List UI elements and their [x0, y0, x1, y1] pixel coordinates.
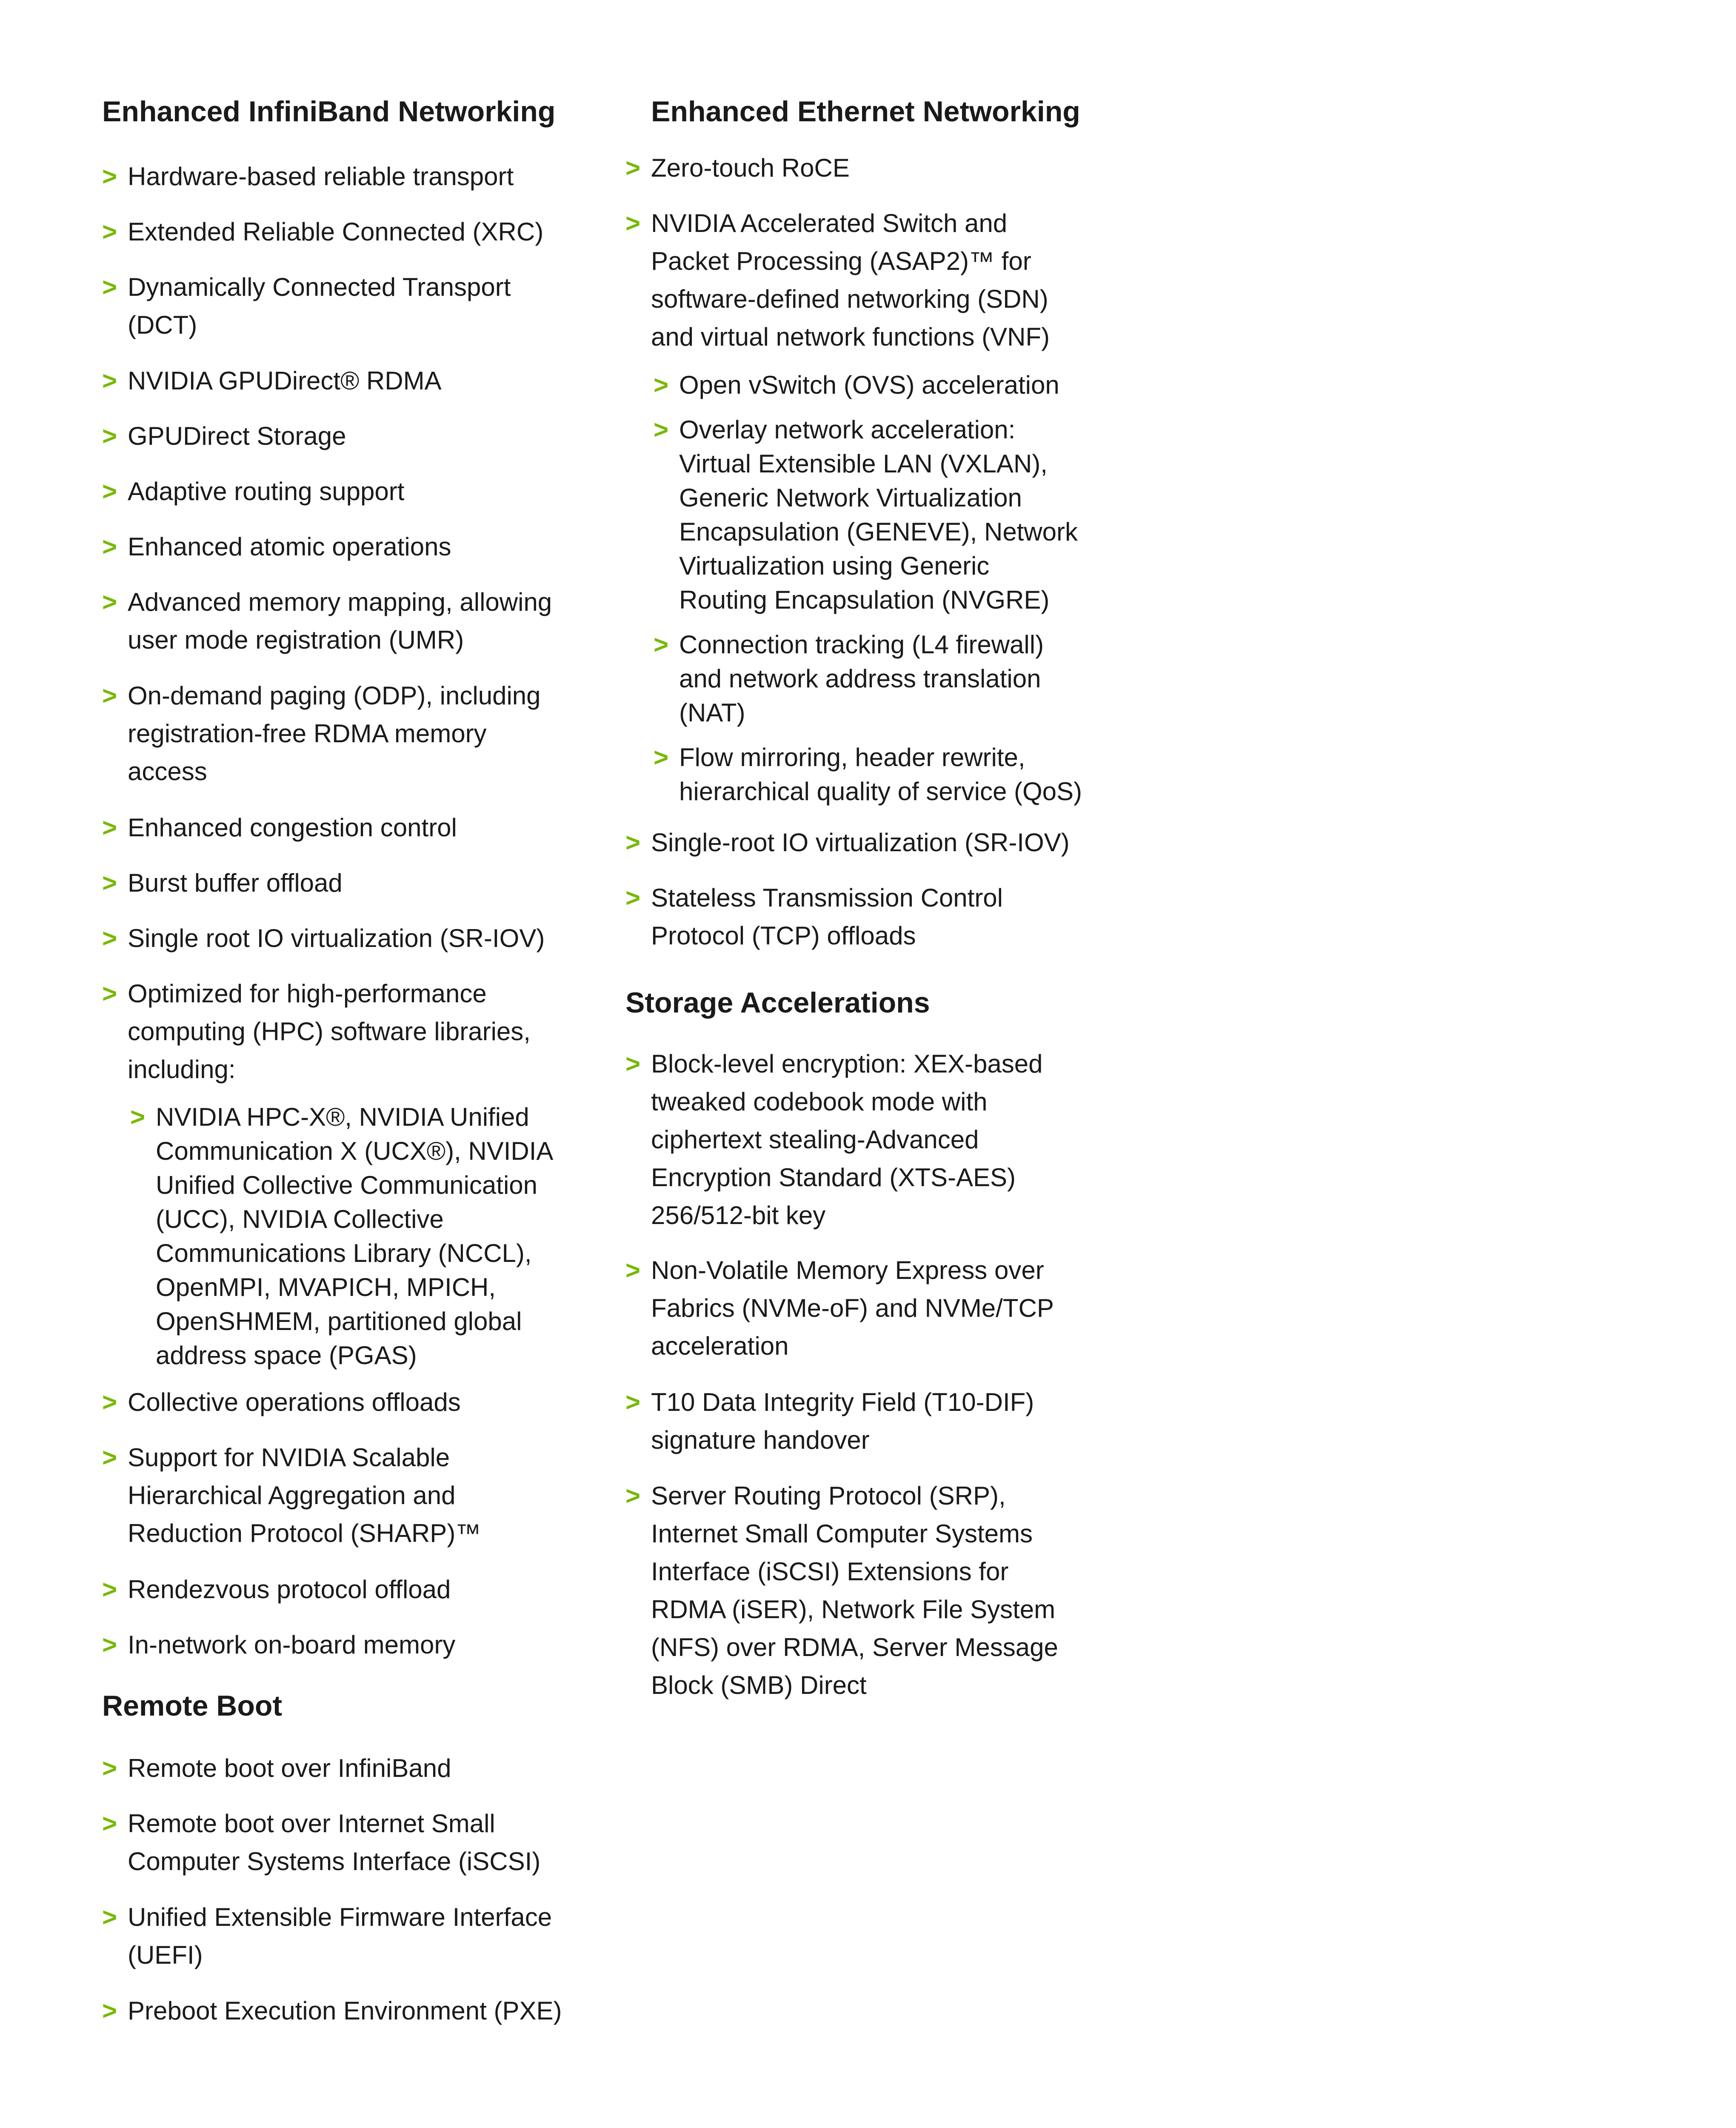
bullet-chevron-icon: > [625, 1256, 641, 1284]
bullet-chevron-icon: > [654, 743, 669, 772]
heading-enhanced-ethernet: Enhanced Ethernet Networking [651, 95, 1080, 128]
bullet-chevron-icon: > [102, 217, 117, 246]
bullet-chevron-icon: > [102, 162, 117, 191]
bullet-chevron-icon: > [625, 828, 641, 857]
heading-storage-accelerations: Storage Accelerations [625, 987, 930, 1019]
bullet-chevron-icon: > [102, 681, 117, 710]
bullet-chevron-icon: > [102, 422, 117, 450]
bullet-chevron-icon: > [625, 209, 641, 237]
heading-enhanced-infiniband: Enhanced InfiniBand Networking [102, 95, 556, 128]
bullet-chevron-icon: > [102, 366, 117, 395]
bullet-chevron-icon: > [625, 884, 641, 912]
bullet-chevron-icon: > [102, 1443, 117, 1472]
bullet-chevron-icon: > [102, 1575, 117, 1604]
bullet-chevron-icon: > [102, 273, 117, 301]
bullet-chevron-icon: > [654, 371, 669, 399]
bullet-chevron-icon: > [130, 1103, 146, 1131]
bullet-chevron-icon: > [102, 1996, 117, 2025]
bullet-chevron-icon: > [102, 1809, 117, 1838]
bullet-chevron-icon: > [625, 1050, 641, 1078]
bullet-chevron-icon: > [654, 415, 669, 444]
bullet-chevron-icon: > [102, 869, 117, 897]
bullet-chevron-icon: > [102, 588, 117, 616]
bullet-chevron-icon: > [625, 1388, 641, 1416]
bullet-chevron-icon: > [102, 924, 117, 952]
bullet-chevron-icon: > [654, 630, 669, 659]
heading-remote-boot: Remote Boot [102, 1690, 283, 1722]
bullet-chevron-icon: > [102, 1388, 117, 1416]
bullet-chevron-icon: > [102, 813, 117, 842]
bullet-chevron-icon: > [102, 1754, 117, 1782]
bullet-chevron-icon: > [625, 154, 641, 182]
bullet-chevron-icon: > [102, 532, 117, 561]
bullet-chevron-icon: > [102, 1903, 117, 1931]
bullet-chevron-icon: > [102, 979, 117, 1008]
bullet-chevron-icon: > [625, 1482, 641, 1510]
bullet-chevron-icon: > [102, 1630, 117, 1659]
bullet-chevron-icon: > [102, 477, 117, 506]
